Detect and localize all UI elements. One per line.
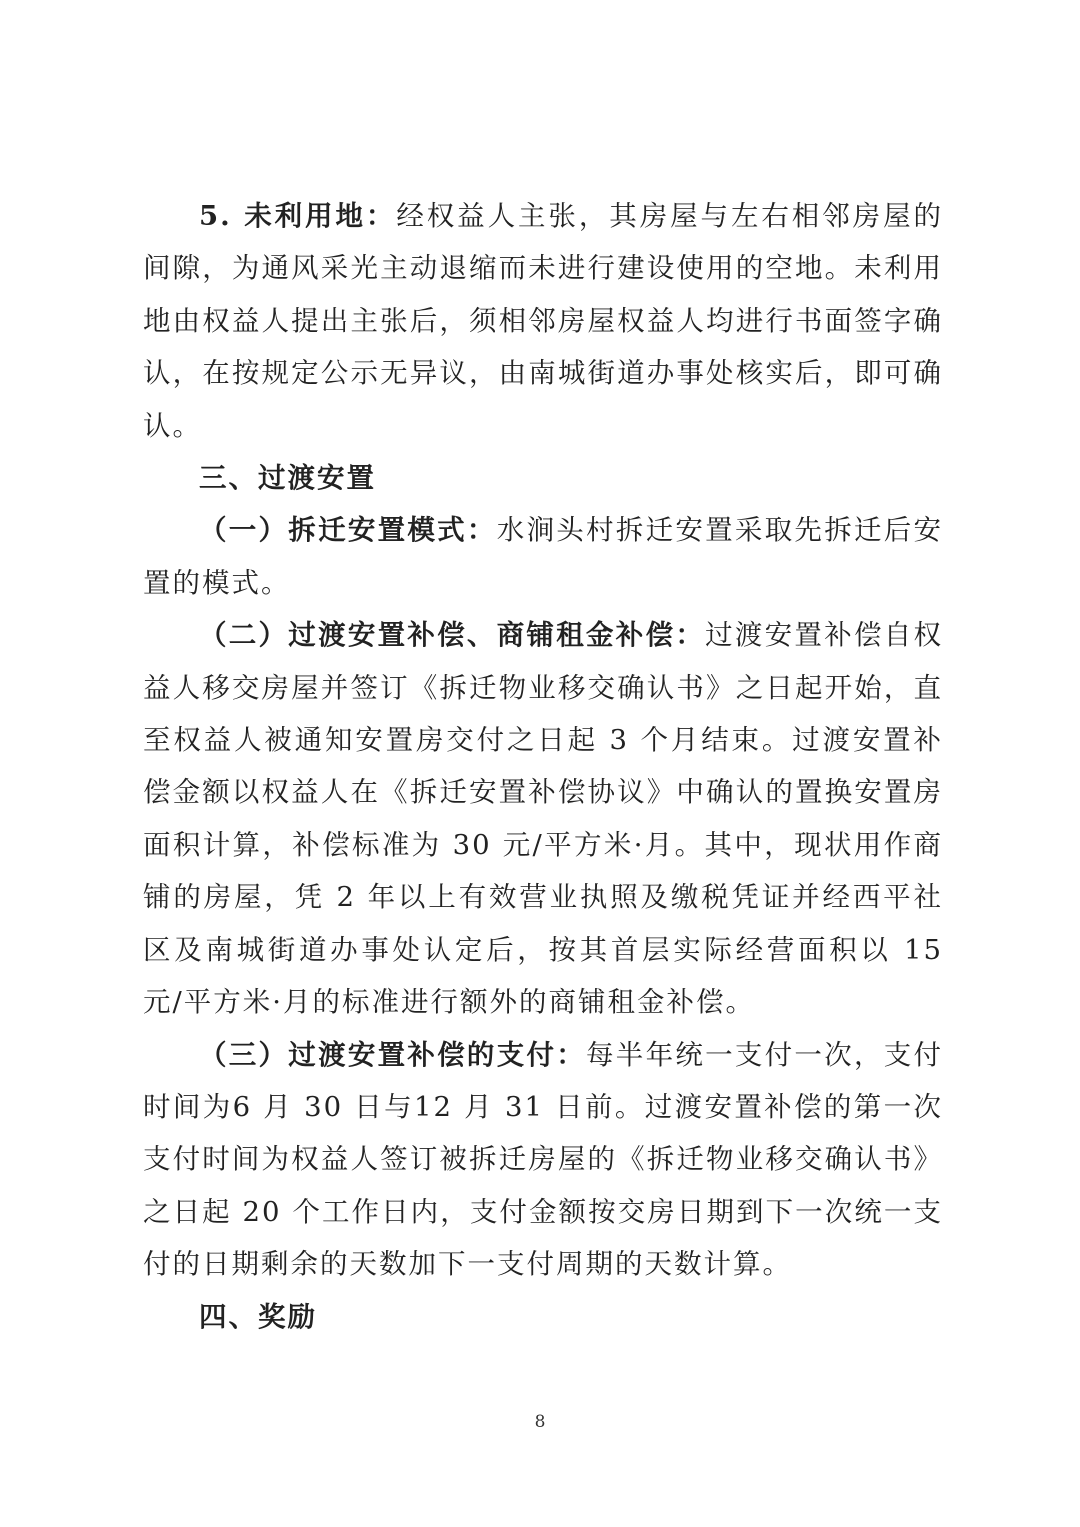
paragraph-text: 经权益人主张，其房屋与左右相邻房屋的间隙，为通风采光主动退缩而未进行建设使用的空地。未利用地由权益人提出主张后，须相邻房屋权益人均进行书面签字确认，在按规定公示无异议，由南城街道办事处核实后，即可确认。 [143,200,943,442]
paragraph-text: 水涧头村拆迁安置采取先拆迁后安置的模式。 [143,514,944,599]
paragraph-lead: （二）过渡安置补偿、商铺租金补偿： [199,619,706,652]
document-body [143,190,943,1343]
paragraph-compensation-payment [143,1029,943,1291]
paragraph-lead: （一）拆迁安置模式： [199,514,497,547]
paragraph-text: 过渡安置补偿自权益人移交房屋并签订《拆迁物业移交确认书》之日起开始，直至权益人被通知安置房交付之日起 3 个月结束。过渡安置补偿金额以权益人在《拆迁安置补偿协议》中确认的置换安置房面积计算，补偿标准为 30 元/平方米·月。其中，现状用作商铺的房屋，凭 2 年以上有效营业执照及缴税凭证并经西平社区及南城街道办事处认定后，按其首层实际经营面积以 15 元/平方米·月的标准进行额外的商铺租金补偿。 [143,619,944,1019]
paragraph-text: 每半年统一支付一次，支付时间为6 月 30 日与12 月 31 日前。过渡安置补偿的第一次支付时间为权益人签订被拆迁房屋的《拆迁物业移交确认书》之日起 20 个工作日内，支付金额按交房日期到下一次统一支付的日期剩余的天数加下一支付周期的天数计算。 [143,1038,944,1281]
section-heading-transition: 三、过渡安置 [199,462,376,495]
paragraph-unused-land [143,190,943,452]
paragraph-resettlement-mode [143,504,943,609]
section-heading-reward: 四、奖励 [199,1300,317,1333]
paragraph-lead: 5. 未利用地： [199,200,397,232]
page-number: 8 [534,1412,546,1432]
paragraph-lead: （三）过渡安置补偿的支付： [199,1038,587,1071]
paragraph-transition-compensation [143,609,943,1028]
